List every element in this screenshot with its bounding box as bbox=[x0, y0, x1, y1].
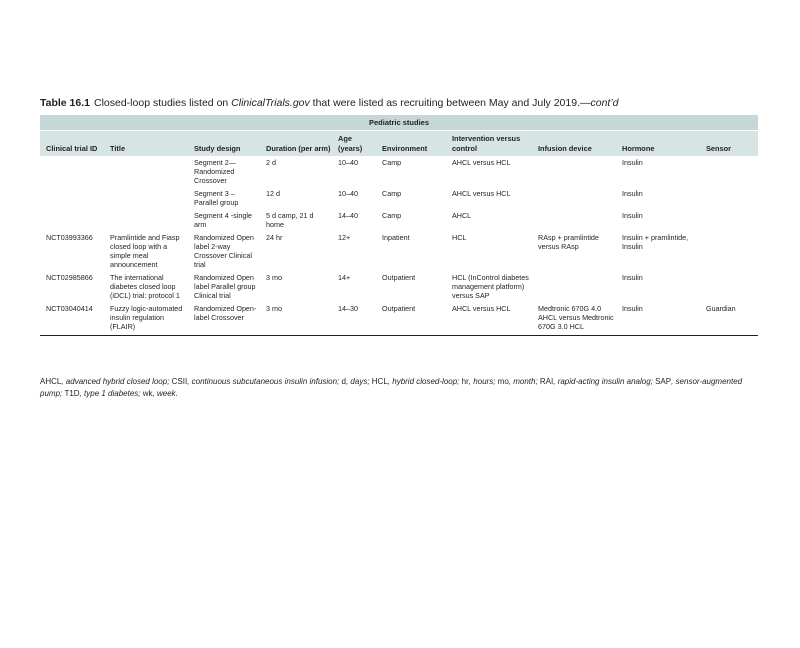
column-header: Clinical trial ID bbox=[40, 131, 104, 156]
table-cell: 14+ bbox=[338, 272, 351, 282]
table-cell: NCT02985866 bbox=[46, 272, 93, 282]
footnote-definition: , hours; bbox=[468, 377, 498, 386]
table-row bbox=[40, 231, 758, 271]
table-caption bbox=[40, 97, 760, 109]
footnote-abbreviation: CSII bbox=[171, 377, 188, 386]
table-cell bbox=[532, 187, 616, 209]
table-cell bbox=[532, 271, 616, 302]
footnote-abbreviation: AHCL bbox=[40, 377, 62, 386]
table-cell: 10–40 bbox=[338, 188, 358, 198]
table-cell bbox=[40, 209, 104, 231]
footnote-abbreviation: wk bbox=[142, 388, 153, 398]
table-cell: Inpatient bbox=[382, 232, 410, 242]
table-label: Table 16.1 bbox=[40, 97, 90, 109]
column-header: Age (years) bbox=[332, 131, 376, 156]
column-header: Infusion device bbox=[532, 131, 616, 156]
table-cell bbox=[104, 187, 188, 209]
table-cell bbox=[40, 187, 104, 209]
table-row bbox=[40, 209, 758, 231]
table-cell: 2 d bbox=[266, 157, 276, 167]
footnote-definition: , rapid-acting insulin analog; bbox=[553, 377, 656, 386]
table-cell: AHCL versus HCL bbox=[452, 188, 511, 198]
table-cell bbox=[40, 156, 104, 187]
table-row bbox=[40, 187, 758, 209]
table-cell bbox=[700, 209, 758, 231]
footnote-definition: , week. bbox=[152, 388, 178, 398]
table-cell: 5 d camp, 21 d home bbox=[266, 210, 314, 229]
table-cell: Randomized Open label 2-way Crossover Clinical trial bbox=[194, 232, 254, 269]
table-cell: Guardian bbox=[700, 302, 758, 336]
column-header: Study design bbox=[188, 131, 260, 156]
table-cell: Insulin + pramlintide, Insulin bbox=[622, 232, 689, 251]
table-cell: 12+ bbox=[338, 232, 351, 242]
table-cell: RAsp + pramlintide versus RAsp bbox=[538, 232, 599, 251]
table-cell: Medtronic 670G 4.0 AHCL versus Medtronic 670G 3.0 HCL bbox=[532, 302, 616, 336]
table-cell: Insulin bbox=[622, 272, 643, 282]
section-title: Pediatric studies bbox=[40, 115, 758, 131]
table-cell: AHCL versus HCL bbox=[446, 302, 532, 336]
table-cell: Pramlintide and Fiasp closed loop with a simple meal announcement bbox=[110, 232, 180, 269]
footnote-abbreviation: HCL bbox=[371, 377, 388, 386]
footnote-definition: , type 1 diabetes; bbox=[79, 388, 143, 398]
table-cell: Outpatient bbox=[382, 272, 416, 282]
table-cell bbox=[532, 209, 616, 231]
table-cell: Insulin bbox=[622, 188, 643, 198]
caption-text-after: that were listed as recruiting between May and July 2019.— bbox=[309, 97, 591, 109]
table-cell: Camp bbox=[382, 188, 402, 198]
table-row bbox=[40, 271, 758, 302]
table-cell: 14–40 bbox=[338, 210, 358, 220]
table-cell: Segment 2—Randomized Crossover bbox=[194, 157, 236, 185]
table-cell bbox=[532, 156, 616, 187]
footnote-abbreviation: d bbox=[341, 377, 346, 386]
table-cell: AHCL bbox=[452, 210, 472, 220]
table-cell bbox=[104, 156, 188, 187]
table-cell bbox=[700, 231, 758, 271]
table-cell: 3 mo bbox=[260, 302, 332, 336]
footnote-abbreviation: mo bbox=[497, 377, 509, 386]
footnote-definition: , month; bbox=[508, 377, 540, 386]
table-cell: Randomized Open-label Crossover bbox=[188, 302, 260, 336]
table-cell: Insulin bbox=[622, 210, 643, 220]
table-cell bbox=[700, 271, 758, 302]
table-cell bbox=[104, 209, 188, 231]
footnote-abbreviation: hr bbox=[461, 377, 469, 386]
table-cell: AHCL versus HCL bbox=[452, 157, 511, 167]
table-row bbox=[40, 156, 758, 187]
table-cell: Outpatient bbox=[376, 302, 446, 336]
table-cell: Camp bbox=[382, 210, 402, 220]
table-cell: NCT03040414 bbox=[40, 302, 104, 336]
table-cell: 10–40 bbox=[338, 157, 358, 167]
table-cell: 14–30 bbox=[332, 302, 376, 336]
table-cell: 3 mo bbox=[266, 272, 282, 282]
column-header: Title bbox=[104, 131, 188, 156]
table-cell: Insulin bbox=[616, 302, 700, 336]
footnote-abbreviation: T1D bbox=[64, 388, 80, 398]
column-header: Environment bbox=[376, 131, 446, 156]
footnote-definition: , advanced hybrid closed loop; bbox=[61, 377, 172, 386]
table-cell bbox=[700, 187, 758, 209]
table-cell: NCT03993366 bbox=[46, 232, 93, 242]
caption-site-name: ClinicalTrials.gov bbox=[231, 97, 310, 109]
table-cell: HCL bbox=[452, 232, 467, 242]
footnote-definition: , hybrid closed-loop; bbox=[387, 377, 462, 386]
table-cell: Segment 3 – Parallel group bbox=[194, 188, 239, 207]
table-cell: Randomized Open label Parallel group Clinical trial bbox=[194, 272, 256, 300]
footnote-abbreviation: RAI bbox=[539, 377, 554, 386]
column-header: Sensor bbox=[700, 131, 758, 156]
footnote-definition: , sensor-augmented pump; bbox=[40, 377, 743, 398]
table-cell: HCL (InControl diabetes management platform) versus SAP bbox=[452, 272, 529, 300]
caption-text-before: Closed-loop studies listed on bbox=[94, 97, 232, 109]
header-row bbox=[40, 131, 758, 156]
footnote-abbreviation: SAP bbox=[655, 377, 672, 386]
table-body bbox=[40, 156, 758, 336]
table-cell: Fuzzy logic-automated insulin regulation (FLAIR) bbox=[104, 302, 188, 336]
table-cell: Insulin bbox=[622, 157, 643, 167]
table-row bbox=[40, 302, 758, 336]
table-cell: 24 hr bbox=[266, 232, 283, 242]
table-cell: The international diabetes closed loop (iDCL) trial: protocol 1 bbox=[110, 272, 180, 300]
table-footnote bbox=[40, 376, 760, 399]
table-cell: 12 d bbox=[266, 188, 280, 198]
footnote-definition: , days; bbox=[345, 377, 372, 386]
column-header: Duration (per arm) bbox=[260, 131, 332, 156]
caption-contd: cont’d bbox=[590, 97, 619, 109]
footnote-definition: , continuous subcutaneous insulin infusion; bbox=[187, 377, 342, 386]
table-cell: Segment 4 -single arm bbox=[194, 210, 252, 229]
closed-loop-studies-table bbox=[40, 115, 758, 336]
table-cell: Camp bbox=[382, 157, 402, 167]
column-header: Intervention versus control bbox=[446, 131, 532, 156]
column-header: Hormone bbox=[616, 131, 700, 156]
table-cell bbox=[700, 156, 758, 187]
